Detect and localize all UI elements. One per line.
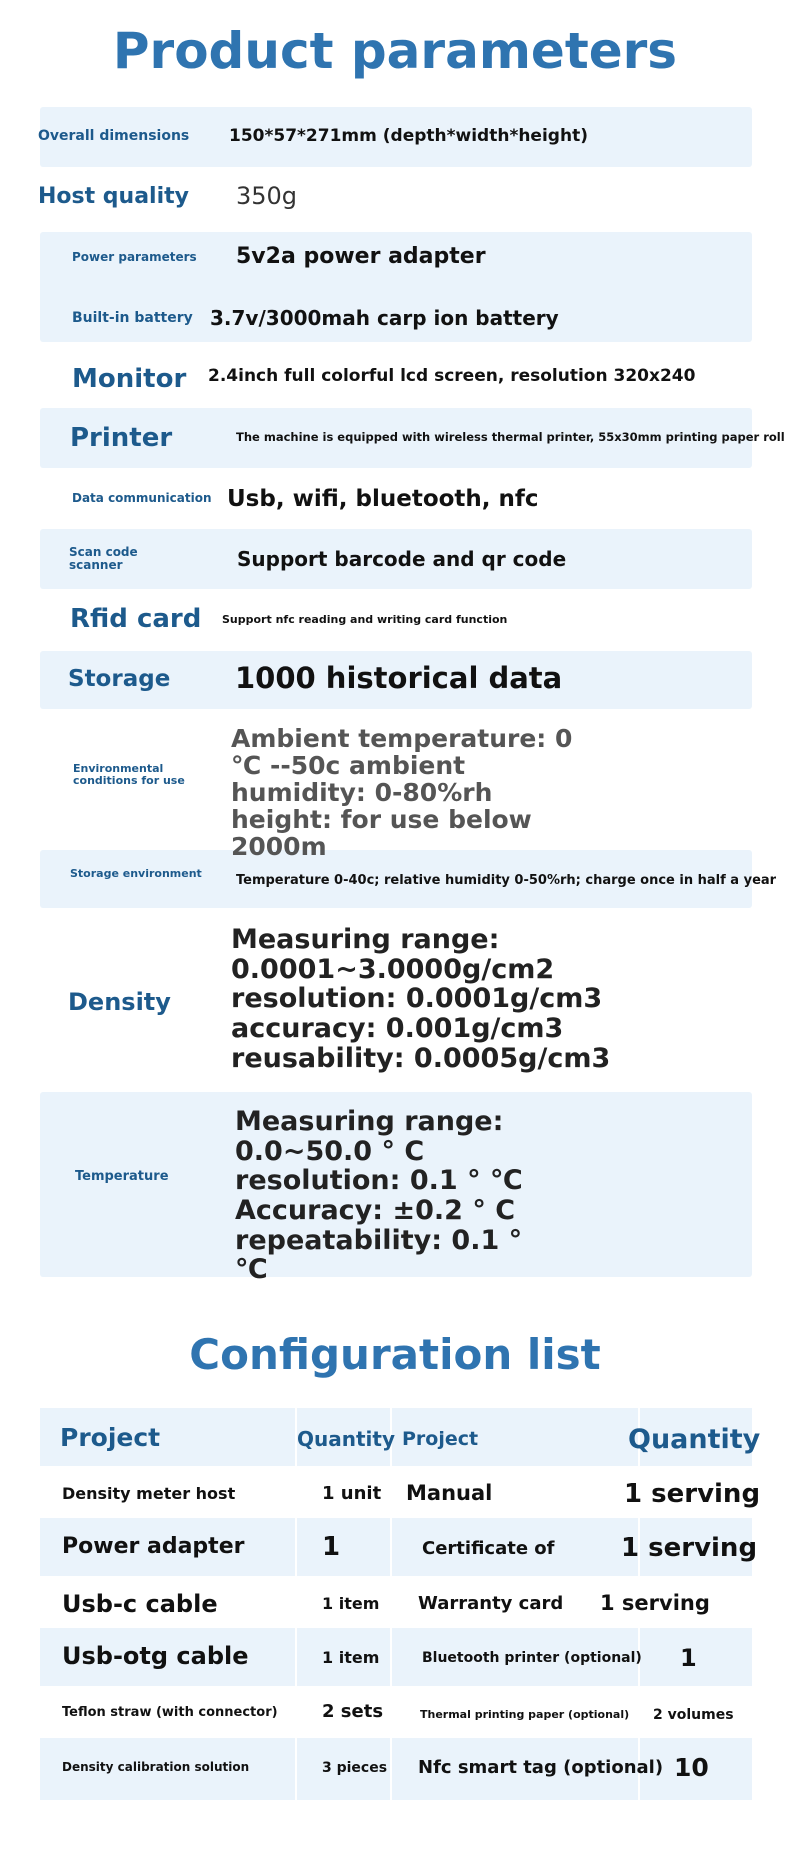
config-item-name: Nfc smart tag (optional) xyxy=(418,1757,664,1778)
config-item-quantity: 1 serving xyxy=(600,1591,710,1615)
config-item-quantity: 1 item xyxy=(322,1648,380,1667)
config-item-name: Bluetooth printer (optional) xyxy=(422,1650,642,1666)
param-value-environment: Ambient temperature: 0 ℃ --50c ambient humidity: 0-80%rh height: for use below 2000m xyxy=(231,724,573,861)
param-label-data-communication: Data communication xyxy=(72,491,212,505)
param-label-rfid: Rfid card xyxy=(70,604,202,634)
configuration-list-title: Configuration list xyxy=(189,1330,601,1379)
config-item-name: Density calibration solution xyxy=(62,1760,250,1774)
param-value-monitor: 2.4inch full colorful lcd screen, resolution 320x240 xyxy=(208,366,696,386)
config-item-quantity: 1 unit xyxy=(322,1483,382,1504)
config-item-quantity: 3 pieces xyxy=(322,1760,388,1776)
config-item-name: Thermal printing paper (optional) xyxy=(420,1708,630,1721)
param-label-host-quality: Host quality xyxy=(38,184,189,209)
config-item-quantity: 10 xyxy=(674,1753,709,1782)
param-label-power: Power parameters xyxy=(72,250,197,264)
param-value-scanner: Support barcode and qr code xyxy=(237,547,567,571)
param-value-data-communication: Usb, wifi, bluetooth, nfc xyxy=(227,486,539,512)
param-label-storage: Storage xyxy=(68,666,171,692)
config-header-quantity-1: Quantity xyxy=(297,1427,395,1451)
config-column-divider-2 xyxy=(390,1408,392,1808)
config-item-name: Power adapter xyxy=(62,1534,245,1559)
param-value-power: 5v2a power adapter xyxy=(236,244,486,269)
param-value-dimensions: 150*57*271mm (depth*width*height) xyxy=(229,126,588,146)
param-label-storage-environment: Storage environment xyxy=(70,867,202,880)
config-item-name: Density meter host xyxy=(62,1484,236,1503)
param-label-scanner: Scan code scanner xyxy=(69,545,138,572)
param-label-environment: Environmental conditions for use xyxy=(73,762,185,787)
config-item-quantity: 1 xyxy=(322,1532,341,1562)
config-item-quantity: 1 xyxy=(680,1644,697,1672)
config-item-name: Manual xyxy=(406,1481,493,1505)
config-item-name: Usb-otg cable xyxy=(62,1642,249,1670)
param-label-printer: Printer xyxy=(70,423,173,453)
config-item-quantity: 1 serving xyxy=(621,1533,758,1563)
param-value-density: Measuring range: 0.0001~3.0000g/cm2 resolution: 0.0001g/cm3 accuracy: 0.001g/cm3 reusability: 0.0005g/cm3 xyxy=(231,924,611,1074)
param-label-battery: Built-in battery xyxy=(72,310,193,326)
param-value-storage: 1000 historical data xyxy=(235,661,563,695)
param-value-storage-environment: Temperature 0-40c; relative humidity 0-50%rh; charge once in half a year xyxy=(236,873,777,888)
config-item-quantity: 1 serving xyxy=(624,1479,761,1509)
config-column-divider-1 xyxy=(295,1408,297,1808)
config-header-quantity-2: Quantity xyxy=(628,1424,761,1455)
param-label-density: Density xyxy=(68,988,171,1016)
config-item-quantity: 2 sets xyxy=(322,1701,384,1722)
param-label-temperature: Temperature xyxy=(75,1169,169,1184)
config-item-quantity: 1 item xyxy=(322,1594,380,1613)
config-item-quantity: 2 volumes xyxy=(653,1707,734,1723)
param-value-host-quality: 350g xyxy=(236,182,298,210)
config-header-project-1: Project xyxy=(60,1423,161,1452)
param-label-dimensions: Overall dimensions xyxy=(38,128,190,144)
param-value-temperature: Measuring range: 0.0~50.0 ° C resolution: 0.1 ° ℃ Accuracy: ±0.2 ° C repeatability: 0.1 ° ℃ xyxy=(235,1106,523,1286)
param-value-rfid: Support nfc reading and writing card function xyxy=(222,613,508,626)
config-item-name: Warranty card xyxy=(418,1593,564,1614)
config-item-name: Certificate of xyxy=(422,1538,555,1559)
param-value-printer: The machine is equipped with wireless thermal printer, 55x30mm printing paper roll xyxy=(236,430,785,444)
config-item-name: Usb-c cable xyxy=(62,1590,218,1618)
config-header-project-2: Project xyxy=(402,1428,479,1450)
param-label-monitor: Monitor xyxy=(72,364,187,394)
config-item-name: Teflon straw (with connector) xyxy=(62,1705,278,1720)
param-value-battery: 3.7v/3000mah carp ion battery xyxy=(210,306,559,330)
product-parameters-title: Product parameters xyxy=(112,22,678,80)
